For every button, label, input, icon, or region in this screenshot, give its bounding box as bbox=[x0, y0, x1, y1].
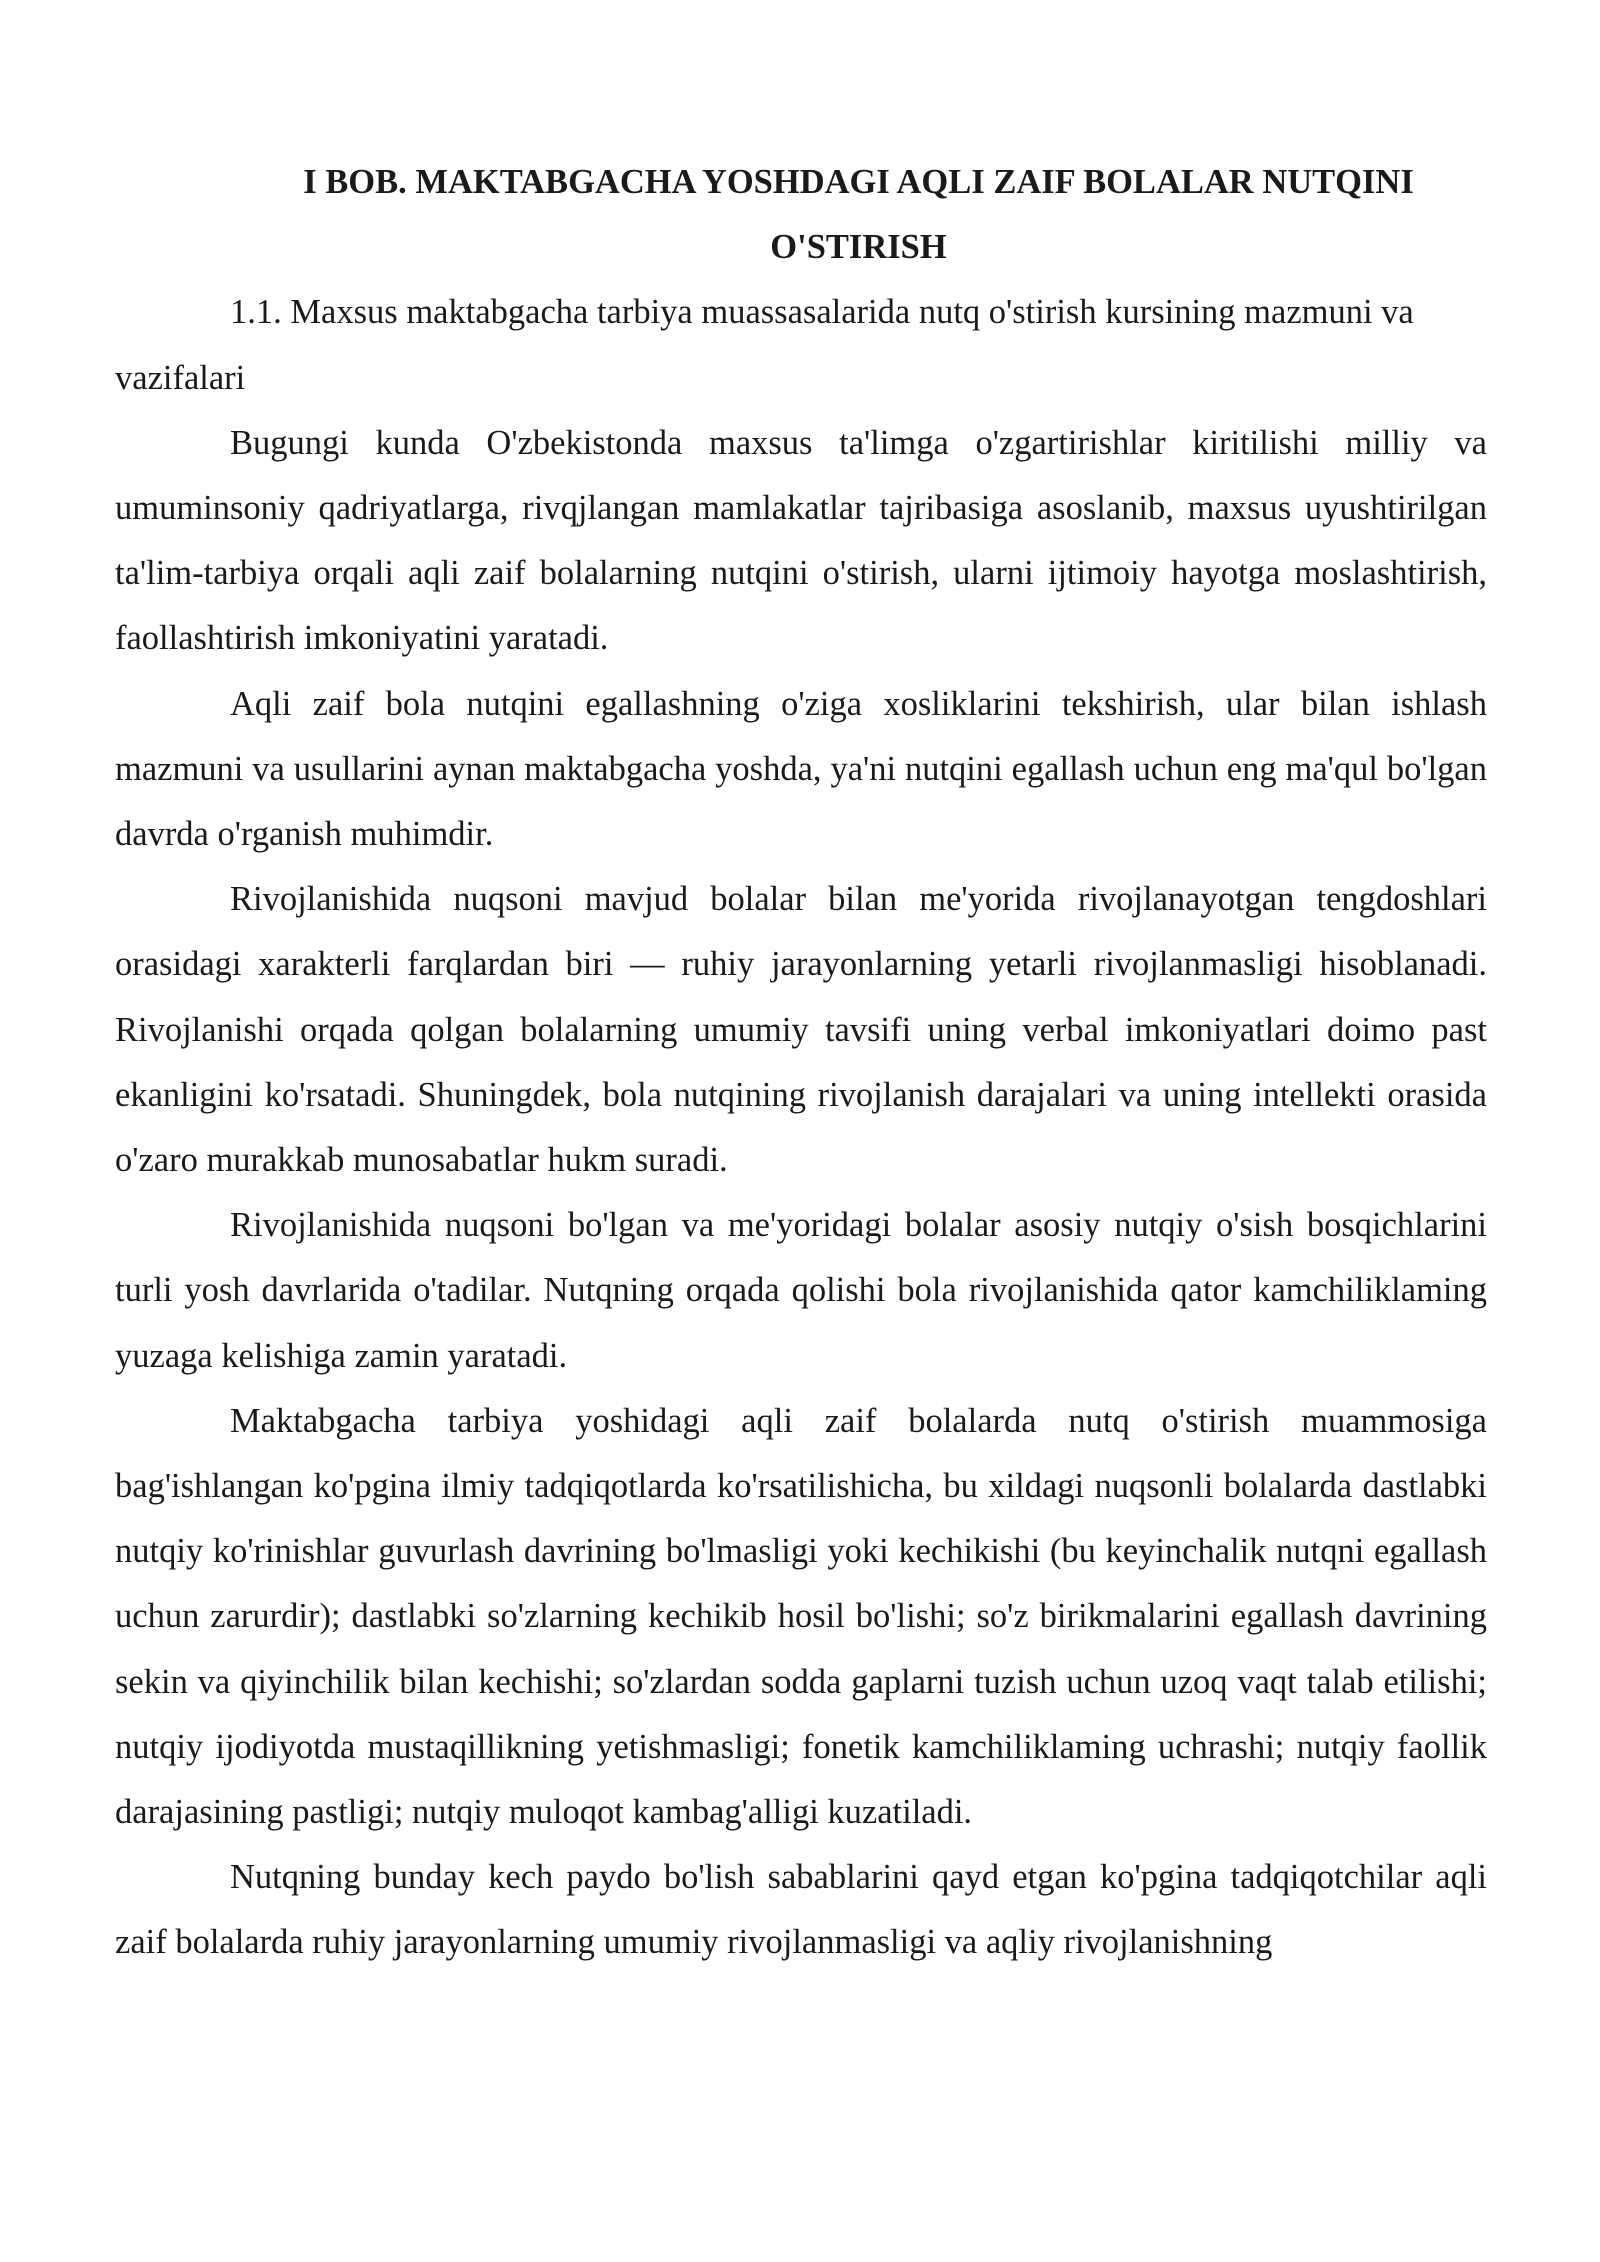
section-title: 1.1. Maxsus maktabgacha tarbiya muassasalarida nutq o'stirish kursining mazmuni va vazifalari bbox=[115, 293, 1414, 397]
paragraph: Rivojlanishida nuqsoni mavjud bolalar bilan me'yorida rivojlanayotgan tengdoshlari orasidagi xarakterli farqlardan biri — ruhiy jarayonlarning yetarli rivojlanmasligi hisoblanadi. Rivojlanishi orqada qolgan bolalarning umumiy tavsifi uning verbal imkoniyatlari doimo past ekanligini ko'rsatadi. Shuningdek, bola nutqining rivojlanish darajalari va uning intellekti orasida o'zaro murakkab munosabatlar hukm suradi. bbox=[115, 880, 1487, 1180]
chapter-title: I BOB. MAKTABGACHA YOSHDAGI AQLI ZAIF BOLALAR NUTQINI O'STIRISH bbox=[303, 163, 1414, 267]
paragraph: Rivojlanishida nuqsoni bo'lgan va me'yoridagi bolalar asosiy nutqiy o'sish bosqichlarini turli yosh davrlarida o'tadilar. Nutqning orqada qolishi bola rivojlanishida qator kamchiliklaming yuzaga kelishiga zamin yaratadi. bbox=[115, 1206, 1487, 1375]
document-body bbox=[115, 150, 1487, 1976]
paragraph: Bugungi kunda O'zbekistonda maxsus ta'limga o'zgartirishlar kiritilishi milliy va umuminsoniy qadriyatlarga, rivqjlangan mamlakatlar tajribasiga asoslanib, maxsus uyushtirilgan ta'lim-tarbiya orqali aqli zaif bolalarning nutqini o'stirish, ularni ijtimoiy hayotga moslashtirish, faollashtirish imkoniyatini yaratadi. bbox=[115, 423, 1487, 658]
paragraph: Maktabgacha tarbiya yoshidagi aqli zaif bolalarda nutq o'stirish muammosiga bag'ishlangan ko'pgina ilmiy tadqiqotlarda ko'rsatilishicha, bu xildagi nuqsonli bolalarda dastlabki nutqiy ko'rinishlar guvurlash davrining bo'lmasligi yoki kechikishi (bu keyinchalik nutqni egallash uchun zarurdir); dastlabki so'zlarning kechikib hosil bo'lishi; so'z birikmalarini egallash davrining sekin va qiyinchilik bilan kechishi; so'zlardan sodda gaplarni tuzish uchun uzoq vaqt talab etilishi; nutqiy ijodiyotda mustaqillikning yetishmasligi; fonetik kamchiliklaming uchrashi; nutqiy faollik darajasining pastligi; nutqiy muloqot kambag'alligi kuzatiladi. bbox=[115, 1401, 1487, 1832]
paragraph: Aqli zaif bola nutqini egallashning o'ziga xosliklarini tekshirish, ular bilan ishlash mazmuni va usullarini aynan maktabgacha yoshda, ya'ni nutqini egallash uchun eng ma'qul bo'lgan davrda o'rganish muhimdir. bbox=[115, 684, 1487, 854]
paragraph: Nutqning bunday kech paydo bo'lish sabablarini qayd etgan ko'pgina tadqiqotchilar aqli zaif bolalarda ruhiy jarayonlarning umumiy rivojlanmasligi va aqliy rivojlanishning bbox=[115, 1858, 1487, 1962]
